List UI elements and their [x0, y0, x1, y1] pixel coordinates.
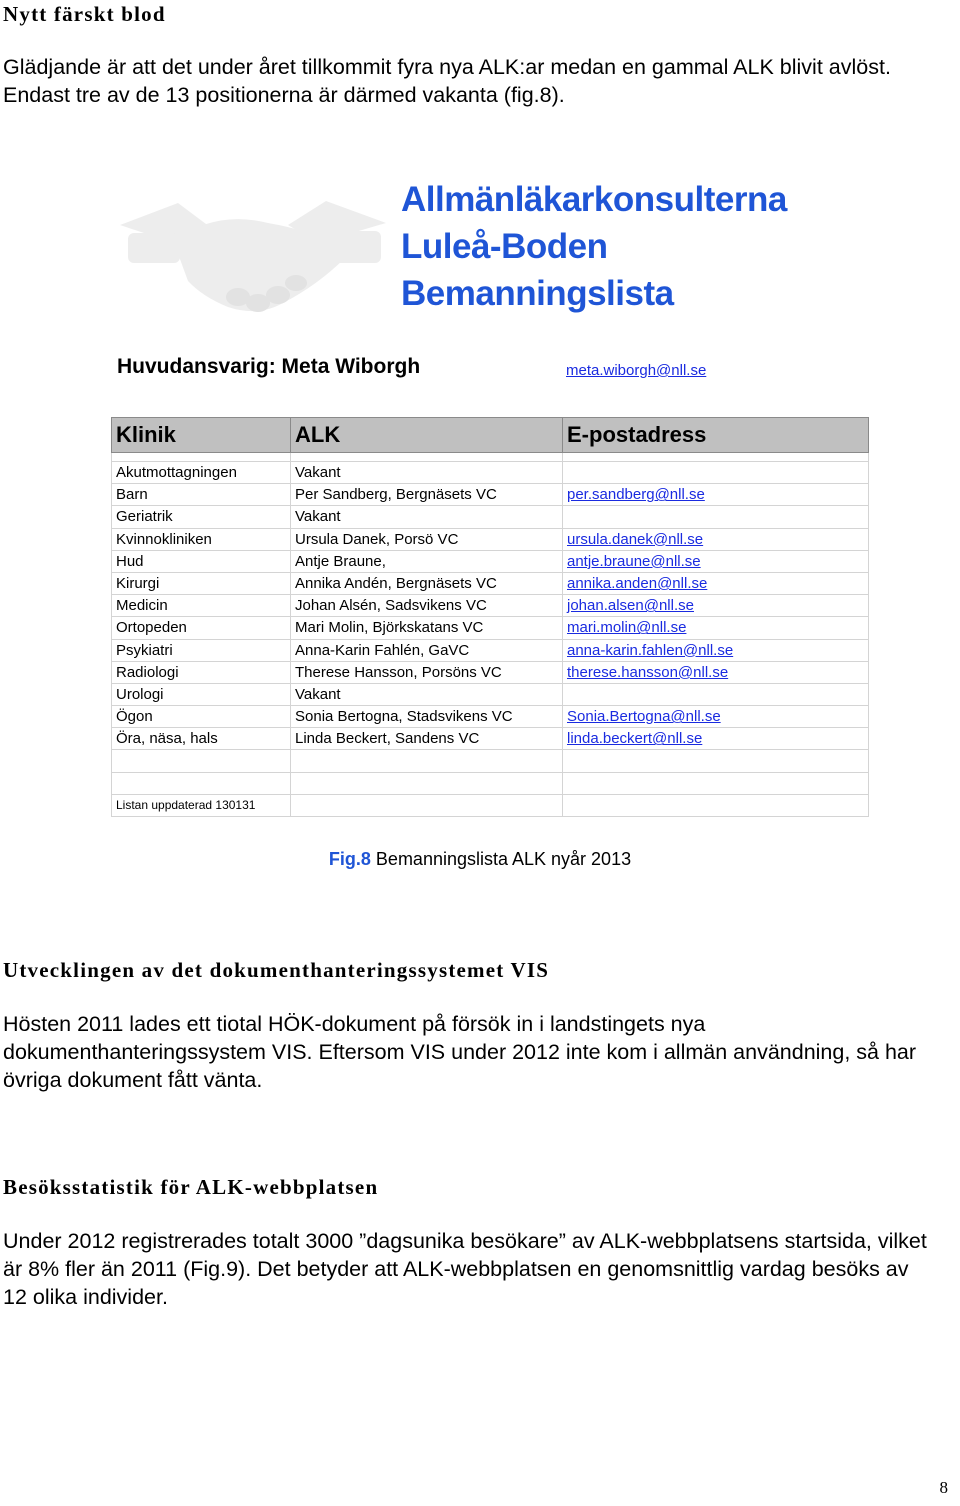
table-cell: Ögon [112, 706, 291, 728]
table-cell: Ortopeden [112, 617, 291, 639]
table-cell [563, 528, 869, 550]
table-cell [291, 794, 563, 816]
table-row [112, 617, 869, 639]
paragraph: Under 2012 registrerades totalt 3000 ”dagsunika besökare” av ALK-webbplatsens startsida, vilket är 8% fler än 2011 (Fig.9). Det betyder att ALK-webbplatsen en genomsnittlig vardag besöks av 12 olika individer. [3, 1229, 927, 1309]
caption-text: Bemanningslista ALK nyår 2013 [370, 849, 632, 869]
paragraph: Hösten 2011 lades ett tiotal HÖK-dokument på försök in i landstingets nya dokumenthanteringssystem VIS. Eftersom VIS under 2012 inte kom i allmän användning, så har övriga dokument fått vänta. [3, 1012, 917, 1092]
table-cell: Urologi [112, 683, 291, 705]
figure-title [401, 176, 787, 317]
table-cell [563, 550, 869, 572]
table-row [112, 683, 869, 705]
table-cell: Kirurgi [112, 572, 291, 594]
table-row [112, 572, 869, 594]
table-cell [563, 750, 869, 772]
table-cell [563, 639, 869, 661]
table-row [112, 639, 869, 661]
figure-title-line: Bemanningslista [401, 274, 674, 313]
table-cell [563, 572, 869, 594]
email-link[interactable]: ursula.danek@nll.se [567, 530, 704, 548]
column-header: Klinik [112, 418, 291, 453]
handshake-icon [118, 185, 388, 325]
table-cell [563, 462, 869, 484]
table-cell: Listan uppdaterad 130131 [112, 794, 291, 816]
figure-caption [0, 849, 960, 870]
responsible-label: Huvudansvarig: Meta Wiborgh [117, 355, 421, 378]
table-cell: Vakant [291, 506, 563, 528]
section-body-new-blood [3, 53, 953, 109]
table-header-row [112, 418, 869, 453]
table-cell [563, 683, 869, 705]
table-row [112, 728, 869, 750]
responsible-email-link[interactable]: meta.wiborgh@nll.se [566, 362, 707, 379]
table-cell [563, 661, 869, 683]
page-number: 8 [939, 1478, 948, 1497]
email-link[interactable]: linda.beckert@nll.se [567, 730, 703, 748]
staffing-table [111, 417, 869, 817]
caption-label: Fig.8 [328, 849, 371, 869]
table-cell: Johan Alsén, Sadsvikens VC [291, 595, 563, 617]
table-cell: Mari Molin, Björkskatans VC [291, 617, 563, 639]
figure-title-line: Luleå-Boden [401, 227, 608, 266]
email-link[interactable]: antje.braune@nll.se [567, 552, 701, 570]
table-cell [563, 617, 869, 639]
table-cell: Annika Andén, Bergnäsets VC [291, 572, 563, 594]
email-link[interactable]: johan.alsen@nll.se [567, 597, 694, 615]
table-cell [563, 794, 869, 816]
table-cell [291, 772, 563, 794]
table-cell [291, 750, 563, 772]
table-cell: Öra, näsa, hals [112, 728, 291, 750]
table-cell [563, 772, 869, 794]
spacer-row [112, 453, 869, 462]
table-row [112, 706, 869, 728]
table-row [112, 462, 869, 484]
column-header: E-postadress [563, 418, 869, 453]
section-heading-vis: Utvecklingen av det dokumenthanteringssystemet VIS [3, 958, 550, 982]
table-row [112, 661, 869, 683]
table-cell: Akutmottagningen [112, 462, 291, 484]
table-row [112, 550, 869, 572]
table-cell: Barn [112, 484, 291, 506]
empty-row [112, 750, 869, 772]
table-cell: Geriatrik [112, 506, 291, 528]
section-heading-web-stats: Besöksstatistik för ALK-webbplatsen [3, 1175, 379, 1199]
table-cell: Vakant [291, 683, 563, 705]
table-row [112, 506, 869, 528]
table-row [112, 595, 869, 617]
table-footer-row [112, 794, 869, 816]
table-cell [563, 728, 869, 750]
section-body-vis [3, 1010, 958, 1094]
table-cell [112, 750, 291, 772]
table-cell: Kvinnokliniken [112, 528, 291, 550]
email-link[interactable]: annika.anden@nll.se [567, 575, 708, 593]
paragraph: Glädjande är att det under året tillkommit fyra nya ALK:ar medan en gammal ALK blivit avlöst. Endast tre av de 13 positionerna är därmed vakanta (fig.8). [3, 55, 891, 107]
table-cell: Antje Braune, [291, 550, 563, 572]
email-link[interactable]: per.sandberg@nll.se [567, 486, 705, 504]
table-cell [563, 706, 869, 728]
section-heading-new-blood: Nytt färskt blod [3, 2, 166, 26]
email-link[interactable]: Sonia.Bertogna@nll.se [567, 708, 721, 726]
table-cell [563, 506, 869, 528]
table-row [112, 484, 869, 506]
table-cell: Per Sandberg, Bergnäsets VC [291, 484, 563, 506]
email-link[interactable]: anna-karin.fahlen@nll.se [567, 641, 734, 659]
empty-row [112, 772, 869, 794]
section-body-web-stats [3, 1227, 933, 1311]
table-cell: Linda Beckert, Sandens VC [291, 728, 563, 750]
table-cell: Hud [112, 550, 291, 572]
table-cell [563, 484, 869, 506]
figure-title-line: Allmänläkarkonsulterna [401, 180, 787, 219]
table-cell: Anna-Karin Fahlén, GaVC [291, 639, 563, 661]
table-cell: Psykiatri [112, 639, 291, 661]
table-row [112, 528, 869, 550]
table-cell: Ursula Danek, Porsö VC [291, 528, 563, 550]
table-cell [563, 595, 869, 617]
table-cell: Sonia Bertogna, Stadsvikens VC [291, 706, 563, 728]
email-link[interactable]: therese.hansson@nll.se [567, 663, 729, 681]
table-cell: Radiologi [112, 661, 291, 683]
column-header: ALK [291, 418, 563, 453]
table-cell: Vakant [291, 462, 563, 484]
table-cell [112, 772, 291, 794]
table-cell: Therese Hansson, Porsöns VC [291, 661, 563, 683]
email-link[interactable]: mari.molin@nll.se [567, 619, 687, 637]
table-cell: Medicin [112, 595, 291, 617]
